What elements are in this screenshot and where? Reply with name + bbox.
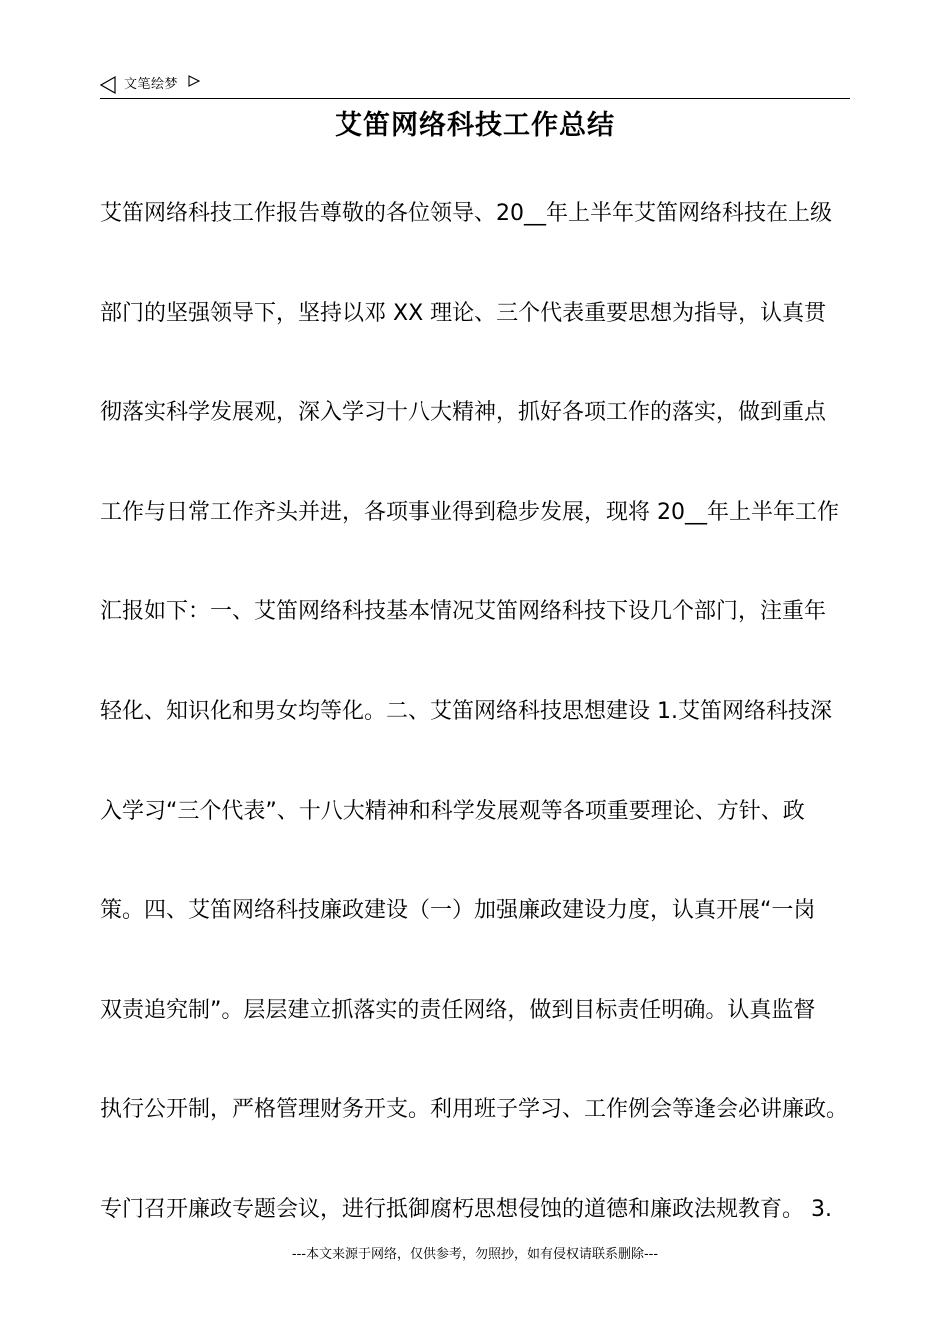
body-line: 轻化、知识化和男女均等化。二、艾笛网络科技思想建设 1.艾笛网络科技深 bbox=[100, 698, 832, 724]
body-line: 彻落实科学发展观，深入学习十八大精神，抓好各项工作的落实，做到重点 bbox=[100, 400, 827, 426]
triangle-left-icon bbox=[100, 76, 116, 94]
page-header bbox=[100, 72, 850, 99]
body-line: 执行公开制，严格管理财务开支。利用班子学习、工作例会等逢会必讲廉政。 bbox=[100, 1097, 849, 1123]
body-line: 汇报如下：一、艾笛网络科技基本情况艾笛网络科技下设几个部门，注重年 bbox=[100, 599, 827, 625]
body-line: 策。四、艾笛网络科技廉政建设（一）加强廉政建设力度，认真开展“一岗 bbox=[100, 898, 816, 924]
body-line: 专门召开廉政专题会议，进行抵御腐朽思想侵蚀的道德和廉政法规教育。 3. bbox=[100, 1196, 832, 1222]
document-title: 艾笛网络科技工作总结 bbox=[335, 110, 615, 141]
header-brand: 文笔绘梦 bbox=[124, 77, 179, 92]
body-line: 艾笛网络科技工作报告尊敬的各位领导、20__年上半年艾笛网络科技在上级 bbox=[100, 201, 832, 226]
footer-notice: ---本文来源于网络，仅供参考，勿照抄，如有侵权请联系删除--- bbox=[291, 1247, 659, 1262]
body-line: 工作与日常工作齐头并进，各项事业得到稳步发展，现将 20__年上半年工作 bbox=[100, 499, 839, 525]
document-body bbox=[100, 190, 862, 1286]
body-line: 部门的坚强领导下，坚持以邓 XX 理论、三个代表重要思想为指导，认真贯 bbox=[100, 300, 827, 326]
body-line: 入学习“三个代表”、十八大精神和科学发展观等各项重要理论、方针、政 bbox=[100, 798, 805, 824]
body-line: 双责追究制”。层层建立抓落实的责任网络，做到目标责任明确。认真监督 bbox=[100, 997, 816, 1023]
triangle-right-icon bbox=[188, 75, 200, 87]
